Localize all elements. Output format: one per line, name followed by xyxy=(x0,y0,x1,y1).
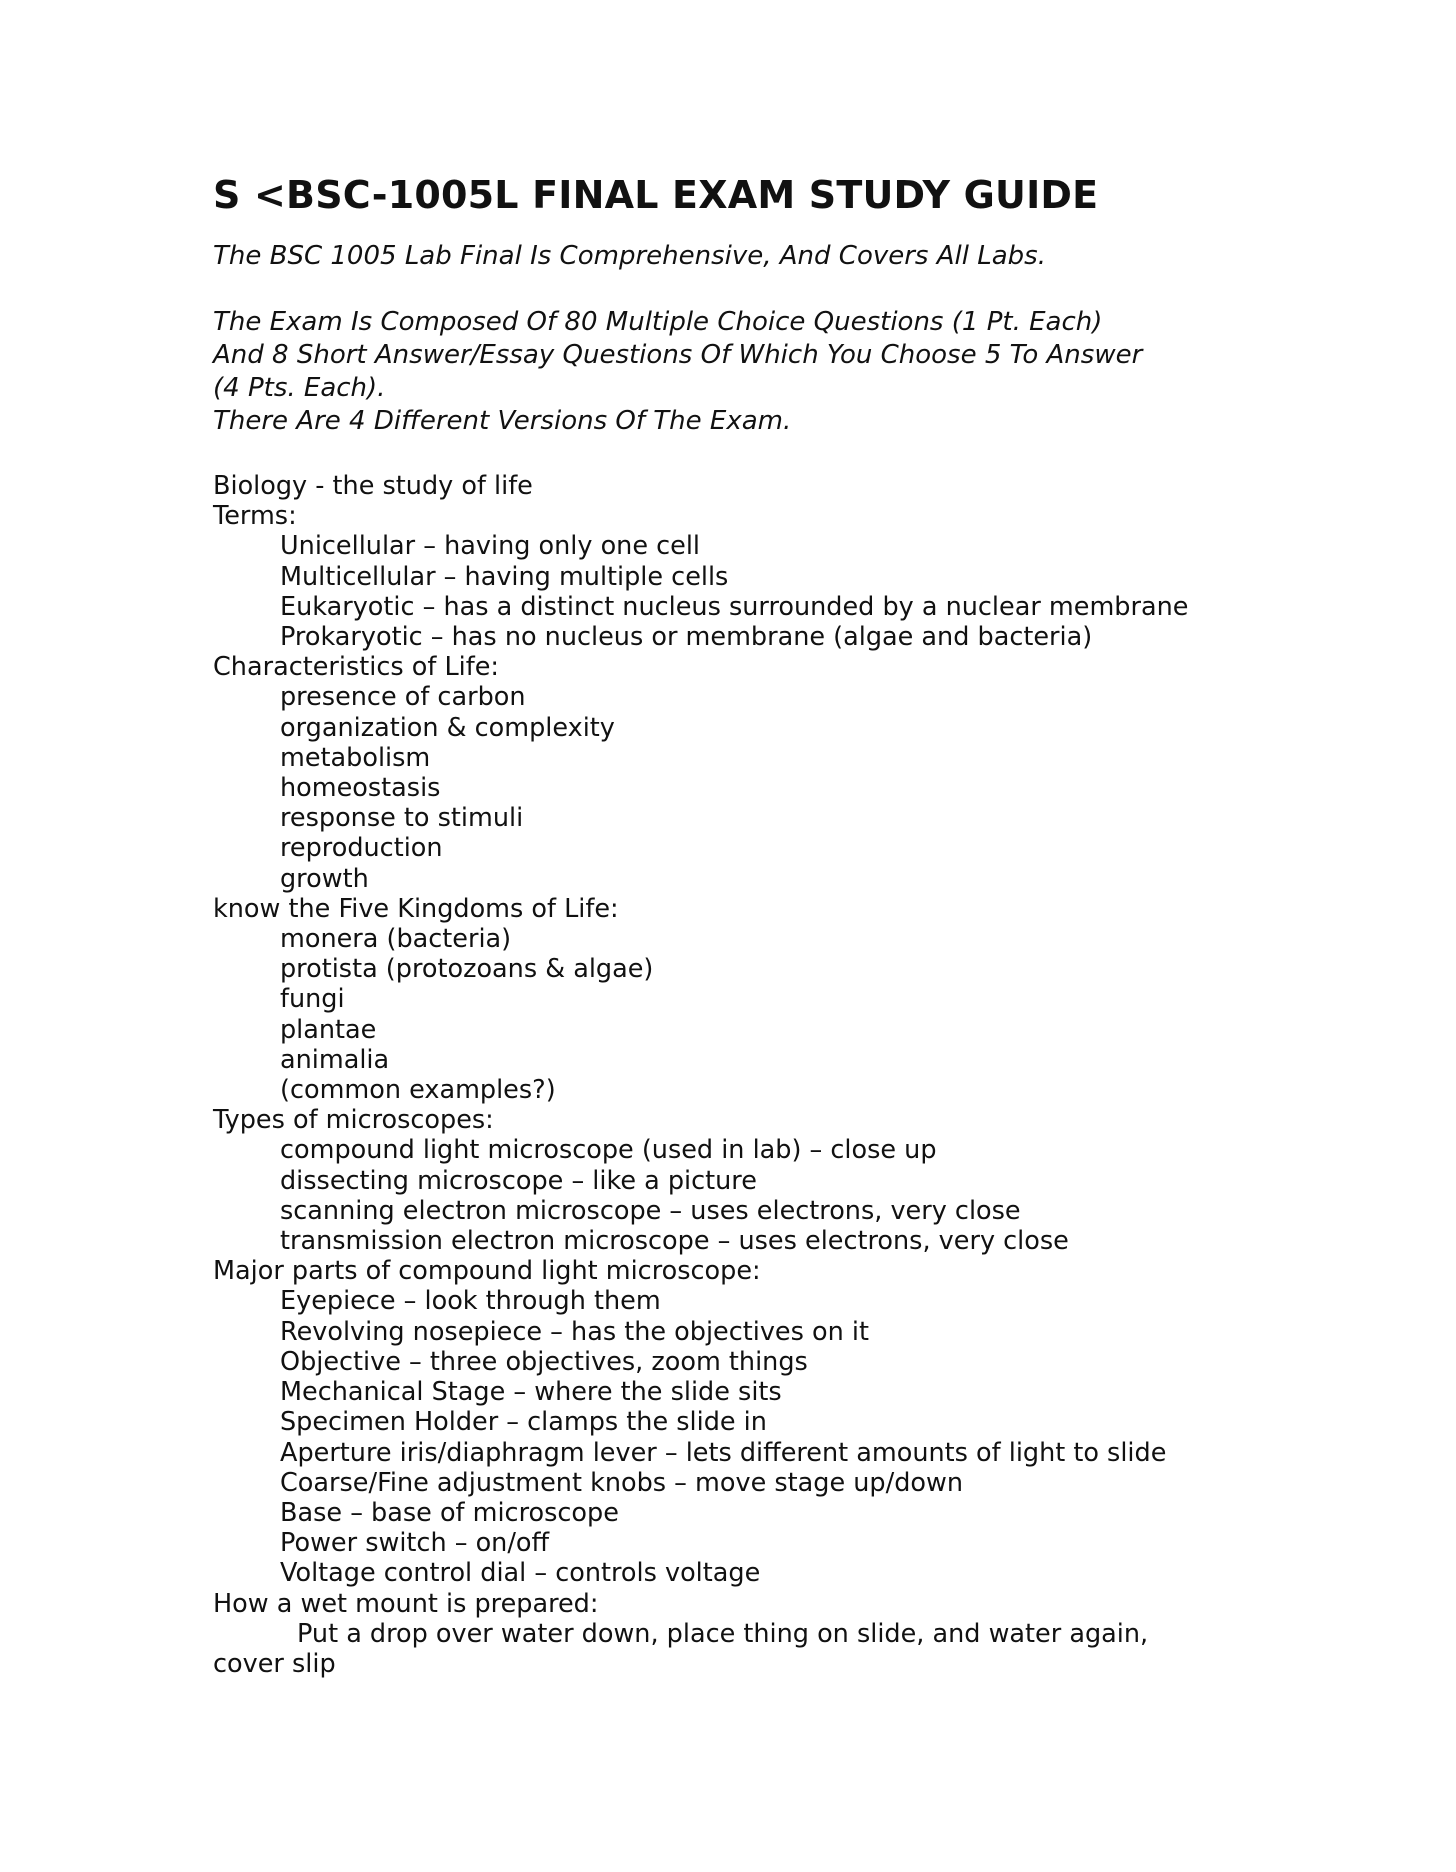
intro-text: And 8 Short Answer/Essay Questions Of Which You Choose 5 To Answer xyxy=(213,340,1143,370)
list-item: Voltage control dial – controls voltage xyxy=(280,1558,761,1589)
document-title: S <BSC-1005L FINAL EXAM STUDY GUIDE xyxy=(213,173,1099,217)
list-item: (common examples?) xyxy=(280,1075,556,1106)
list-item: scanning electron microscope – uses electrons, very close xyxy=(280,1195,1021,1226)
section-heading-terms: Terms: xyxy=(213,501,297,532)
list-item: animalia xyxy=(280,1044,390,1075)
intro-text: The Exam Is Composed Of 80 Multiple Choice Questions (1 Pt. Each) xyxy=(213,307,1103,337)
list-item: dissecting microscope – like a picture xyxy=(280,1165,757,1196)
list-item: Prokaryotic – has no nucleus or membrane (algae and bacteria) xyxy=(280,622,1093,653)
list-item: fungi xyxy=(280,984,345,1015)
intro-text: The BSC 1005 Lab Final Is Comprehensive, And Covers All Labs. xyxy=(213,241,1046,271)
list-item: Eyepiece – look through them xyxy=(280,1286,661,1317)
list-item: Aperture iris/diaphragm lever – lets different amounts of light to slide xyxy=(280,1437,1167,1468)
section-heading-kingdoms: know the Five Kingdoms of Life: xyxy=(213,893,619,924)
list-item: Specimen Holder – clamps the slide in xyxy=(280,1407,767,1438)
biology-definition: Biology - the study of life xyxy=(213,471,533,501)
list-item: Objective – three objectives, zoom things xyxy=(280,1346,808,1377)
section-heading-wet-mount: How a wet mount is prepared: xyxy=(213,1588,599,1619)
list-item: monera (bacteria) xyxy=(280,924,512,955)
intro-text: There Are 4 Different Versions Of The Exam. xyxy=(213,406,792,436)
list-item: homeostasis xyxy=(280,773,441,804)
section-heading-microscopes: Types of microscopes: xyxy=(213,1105,494,1136)
list-item: Base – base of microscope xyxy=(280,1497,619,1528)
list-item: response to stimuli xyxy=(280,803,524,834)
list-item: compound light microscope (used in lab) – close up xyxy=(280,1135,937,1166)
intro-paragraph-2 xyxy=(213,306,1353,438)
intro-paragraph-1 xyxy=(213,240,1353,273)
intro-text: (4 Pts. Each). xyxy=(213,373,386,403)
section-heading-characteristics: Characteristics of Life: xyxy=(213,652,499,683)
list-item: Unicellular – having only one cell xyxy=(280,531,701,562)
list-item: metabolism xyxy=(280,742,431,773)
list-item: reproduction xyxy=(280,833,443,864)
list-item: Power switch – on/off xyxy=(280,1528,550,1559)
list-item: Eukaryotic – has a distinct nucleus surrounded by a nuclear membrane xyxy=(280,591,1189,622)
document-page xyxy=(213,172,1353,1679)
list-item: plantae xyxy=(280,1014,377,1045)
list-item: Multicellular – having multiple cells xyxy=(280,561,729,592)
list-item: transmission electron microscope – uses electrons, very close xyxy=(280,1226,1069,1257)
list-item: presence of carbon xyxy=(280,682,526,713)
list-item: Coarse/Fine adjustment knobs – move stage up/down xyxy=(280,1467,963,1498)
list-item: organization & complexity xyxy=(280,712,615,743)
section-heading-microscope-parts: Major parts of compound light microscope: xyxy=(213,1256,761,1287)
study-notes xyxy=(213,471,1353,1679)
list-item: Revolving nosepiece – has the objectives on it xyxy=(280,1316,869,1347)
list-item: growth xyxy=(280,863,369,894)
list-item: Mechanical Stage – where the slide sits xyxy=(280,1377,782,1408)
wet-mount-text: Put a drop over water down, place thing on slide, and water again, xyxy=(297,1618,1149,1649)
list-item: protista (protozoans & algae) xyxy=(280,954,654,985)
wet-mount-text: cover slip xyxy=(213,1648,336,1679)
